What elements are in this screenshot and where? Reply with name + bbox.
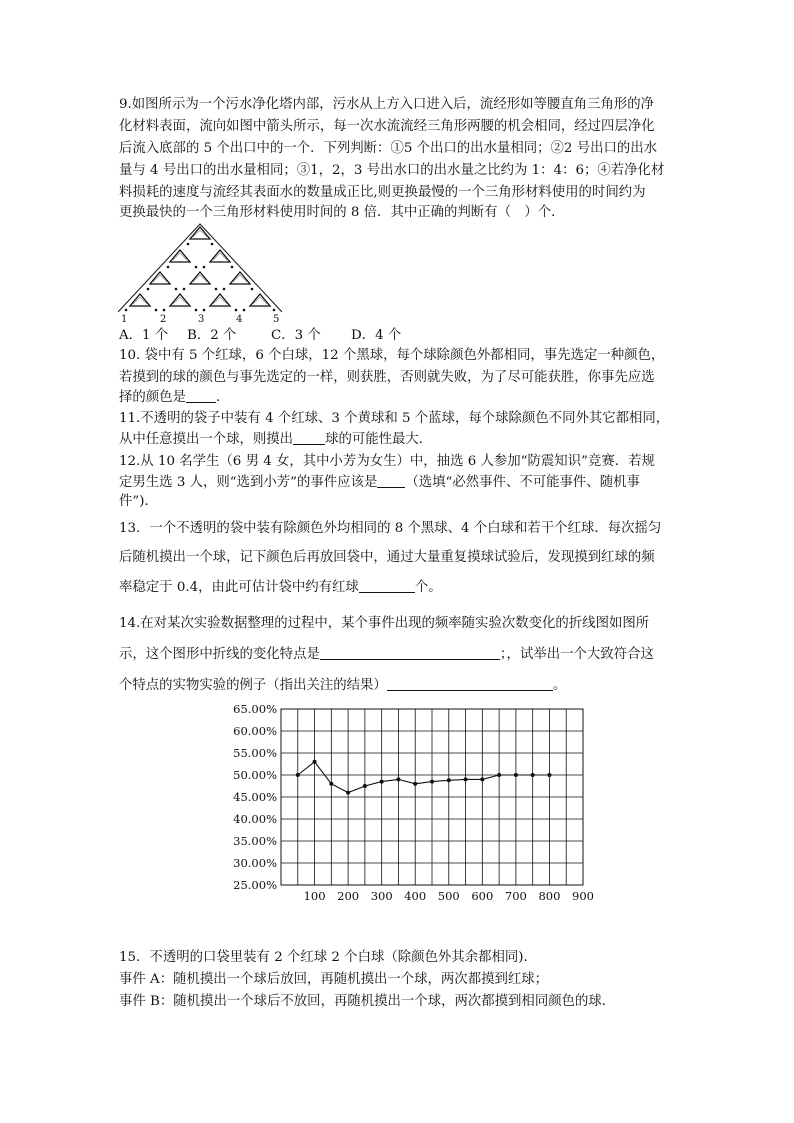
x-tick-label: 700 xyxy=(504,889,527,903)
q9-option-d[interactable]: D．4 个 xyxy=(351,328,402,343)
q9-option-b[interactable]: B．2 个 xyxy=(187,328,237,343)
outlet-label-1: 1 xyxy=(121,314,128,324)
data-point xyxy=(296,773,300,777)
q14-text-before-blank-1: 示，这个图形中折线的变化特点是 xyxy=(119,647,320,662)
data-point xyxy=(464,777,468,781)
q12-answer-blank[interactable] xyxy=(377,473,405,488)
q10-text-after-blank: ． xyxy=(215,390,230,405)
y-tick-label: 45.00% xyxy=(233,790,277,804)
q11-line-2 xyxy=(119,430,432,450)
triangle-row4-3 xyxy=(210,294,230,306)
data-point xyxy=(480,777,484,781)
triangle-row2-1 xyxy=(170,250,190,262)
q15-line-2: 事件 A：随机摸出一个球后放回，再随机摸出一个球，两次都摸到红球； xyxy=(119,972,549,987)
q9-line-5: 料损耗的速度与流经其表面水的数量成正比,则更换最慢的一个三角形材料使用的时间约为 xyxy=(119,185,646,200)
q12-line-2 xyxy=(119,473,640,493)
q10-answer-blank[interactable] xyxy=(186,388,216,403)
x-tick-label: 600 xyxy=(471,889,494,903)
outlet-label-4: 4 xyxy=(236,314,243,324)
q9-line-4: 量与 4 号出口的出水量相同；③1，2，3 号出水口的出水量之比约为 1：4：6；④若净化材 xyxy=(119,163,665,178)
data-point xyxy=(447,778,451,782)
triangle-row4-2 xyxy=(170,294,190,306)
q10-line-3 xyxy=(119,388,229,408)
q13-answer-blank[interactable] xyxy=(359,578,415,593)
x-tick-label: 400 xyxy=(404,889,427,903)
data-point xyxy=(346,791,350,795)
q15-line-3: 事件 B：随机摸出一个球后不放回，再随机摸出一个球，两次都摸到相同颜色的球． xyxy=(119,994,616,1009)
data-point xyxy=(497,773,501,777)
data-point xyxy=(547,773,551,777)
x-tick-label: 800 xyxy=(538,889,561,903)
q14-text-after-blank-1: ；，试举出一个大致符合这 xyxy=(499,647,654,662)
q9-line-3: 后流入底部的 5 个出口中的一个．下列判断：①5 个出口的出水量相同；②2 号出口的出水 xyxy=(119,141,658,156)
q14-text-before-blank-2: 个特点的实物实验的例子（指出关注的结果） xyxy=(119,678,387,693)
y-tick-label: 50.00% xyxy=(233,768,277,782)
q10-text-before-blank: 择的颜色是 xyxy=(119,390,186,405)
data-point xyxy=(413,782,417,786)
q9-line-6: 更换最快的一个三角形材料使用时间的 8 倍．其中正确的判断有（ ）个． xyxy=(119,205,565,220)
q14-line-3 xyxy=(119,676,566,696)
triangle-row1-1 xyxy=(190,227,210,239)
q11-text-before-blank: 从中任意摸出一个球，则摸出 xyxy=(119,432,294,447)
q14-answer-blank-1[interactable] xyxy=(320,645,500,660)
y-tick-label: 25.00% xyxy=(233,878,277,892)
y-tick-label: 55.00% xyxy=(233,746,277,760)
q10-line-1: 10. 袋中有 5 个红球，6 个白球，12 个黑球，每个球除颜色外都相同，事先选定一种颜色， xyxy=(119,348,665,363)
q12-line-3: 件”)． xyxy=(119,494,158,509)
x-tick-label: 200 xyxy=(337,889,360,903)
q13-line-3 xyxy=(119,578,442,598)
data-point xyxy=(363,784,367,788)
q12-text-before-blank: 定男生选 3 人，则“选到小芳”的事件应该是 xyxy=(119,475,378,490)
q13-line-1: 13．一个不透明的袋中装有除颜色外均相同的 8 个黑球、4 个白球和若干个红球．每次摇匀 xyxy=(119,521,662,536)
triangle-row2-2 xyxy=(210,250,230,262)
x-tick-label: 500 xyxy=(437,889,460,903)
q12-line-1: 12.从 10 名学生（6 男 4 女，其中小芳为女生）中，抽选 6 人参加“防震知识”竞赛．若规 xyxy=(119,454,655,469)
q13-text-before-blank: 率稳定于 0.4，由此可估计袋中约有红球 xyxy=(119,580,359,595)
data-point xyxy=(531,773,535,777)
frequency-line-chart xyxy=(228,700,598,905)
outlet-label-3: 3 xyxy=(198,314,205,324)
q14-line-2 xyxy=(119,645,654,665)
y-tick-label: 40.00% xyxy=(233,812,277,826)
data-point xyxy=(380,780,384,784)
q12-text-after-blank: （选填“必然事件、不可能事件、随机事 xyxy=(405,475,640,490)
q11-line-1: 11.不透明的袋子中装有 4 个红球、3 个黄球和 5 个蓝球，每个球除颜色不同外其它都相同， xyxy=(119,411,670,426)
inner-triangle-lines xyxy=(133,230,267,304)
x-tick-label: 100 xyxy=(303,889,326,903)
data-point xyxy=(514,773,518,777)
q9-option-c[interactable]: C．3 个 xyxy=(271,328,321,343)
y-tick-label: 65.00% xyxy=(233,702,277,716)
triangle-materials xyxy=(130,227,270,306)
y-tick-label: 60.00% xyxy=(233,724,277,738)
y-tick-label: 35.00% xyxy=(233,834,277,848)
q14-answer-blank-2[interactable] xyxy=(387,676,553,691)
q9-line-2: 化材料表面，流向如图中箭头所示，每一次水流流经三角形两腰的机会相同，经过四层净化 xyxy=(119,119,655,134)
triangle-row3-2 xyxy=(190,272,210,284)
q15-line-1: 15．不透明的口袋里装有 2 个红球 2 个白球（除颜色外其余都相同)． xyxy=(119,950,537,965)
outlet-label-2: 2 xyxy=(160,314,167,324)
q9-options xyxy=(119,326,401,346)
q9-option-a[interactable]: A．1 个 xyxy=(119,328,169,343)
q13-line-2: 后随机摸出一个球，记下颜色后再放回袋中，通过大量重复摸球试验后，发现摸到红球的频 xyxy=(119,550,655,565)
data-point xyxy=(430,780,434,784)
purification-tower-figure xyxy=(118,222,282,324)
q14-text-after-blank-2: 。 xyxy=(552,678,567,693)
q14-line-1: 14.在对某次实验数据整理的过程中，某个事件出现的频率随实验次数变化的折线图如图所 xyxy=(119,616,650,631)
data-point xyxy=(396,777,400,781)
q13-text-after-blank: 个。 xyxy=(414,580,442,595)
y-tick-label: 30.00% xyxy=(233,856,277,870)
data-point xyxy=(329,782,333,786)
x-tick-label: 900 xyxy=(572,889,594,903)
q11-answer-blank[interactable] xyxy=(293,430,325,445)
q11-text-after-blank: 球的可能性最大． xyxy=(325,432,433,447)
outlet-label-5: 5 xyxy=(273,314,280,324)
q9-line-1: 9.如图所示为一个污水净化塔内部，污水从上方入口进入后，流经形如等腰直角三角形的净 xyxy=(119,97,655,112)
data-point xyxy=(313,760,317,764)
x-tick-label: 300 xyxy=(370,889,393,903)
q10-line-2: 若摸到的球的颜色与事先选定的一样，则获胜，否则就失败，为了尽可能获胜，你事先应选 xyxy=(119,370,655,385)
